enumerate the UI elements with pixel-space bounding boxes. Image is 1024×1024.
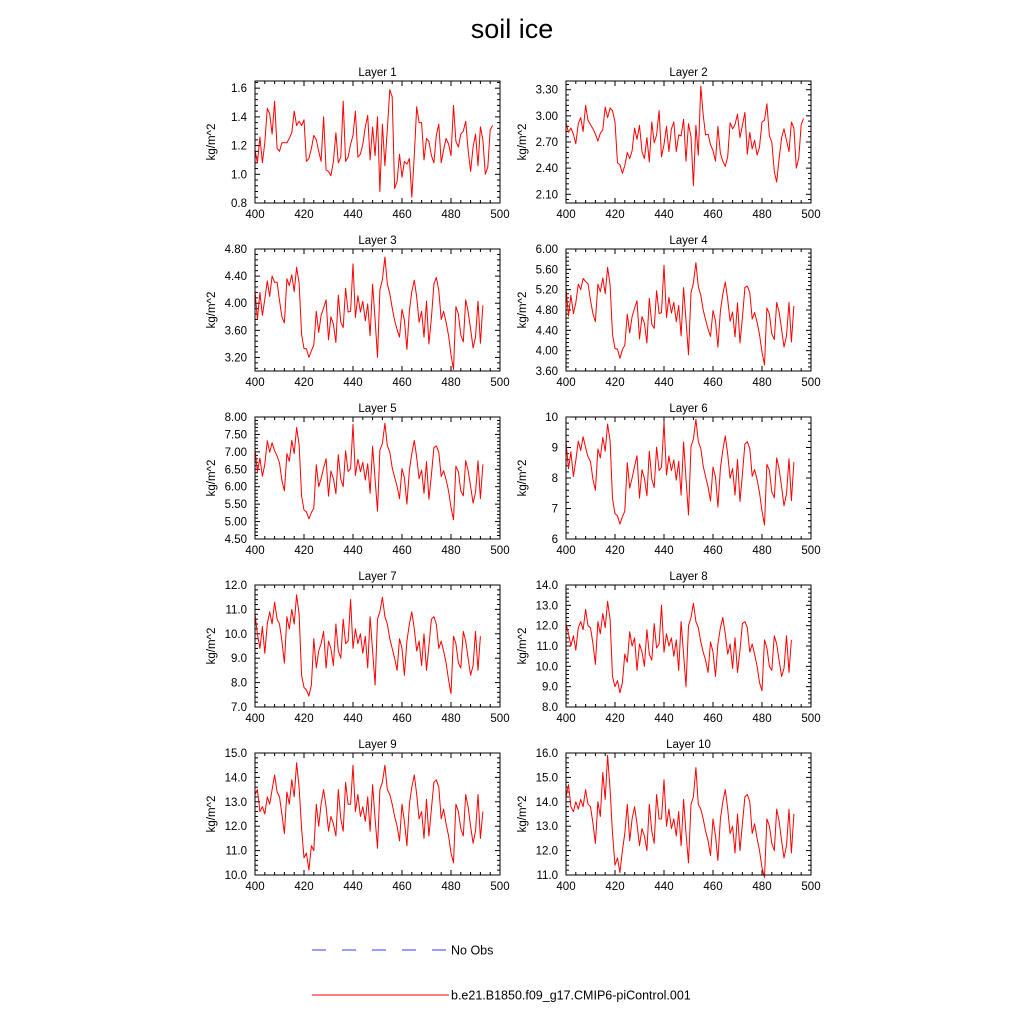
series-line: [566, 263, 794, 365]
x-tick-label: 420: [294, 377, 314, 389]
legend-label-model: b.e21.B1850.f09_g17.CMIP6-piControl.001: [451, 988, 691, 1003]
y-tick-label: 7.50: [224, 429, 247, 442]
y-tick-label: 15.0: [535, 772, 558, 785]
x-tick-label: 460: [703, 209, 723, 221]
x-tick-label: 440: [654, 713, 674, 725]
y-axis-label: kg/m^2: [517, 123, 529, 161]
panel-layer-4: [517, 235, 821, 389]
y-tick-label: 4.80: [535, 305, 558, 317]
x-tick-label: 400: [245, 881, 265, 893]
y-tick-label: 13.0: [535, 821, 558, 834]
y-tick-label: 12.0: [535, 845, 558, 858]
y-tick-label: 15.0: [224, 748, 247, 760]
x-tick-label: 400: [245, 209, 265, 221]
legend: [312, 944, 691, 1003]
y-tick-label: 9.0: [542, 681, 558, 694]
y-tick-label: 4.00: [224, 298, 247, 311]
panel-title: Layer 5: [358, 403, 397, 415]
y-tick-label: 5.20: [535, 284, 558, 297]
y-axis-label: kg/m^2: [206, 291, 218, 329]
y-tick-label: 11.0: [225, 845, 247, 858]
x-tick-label: 400: [556, 209, 576, 221]
y-tick-label: 4.40: [535, 325, 558, 338]
y-tick-label: 12.0: [224, 580, 247, 592]
y-tick-label: 3.60: [535, 366, 558, 378]
x-tick-label: 400: [556, 545, 576, 557]
y-tick-label: 4.40: [224, 271, 247, 284]
y-tick-label: 7: [551, 503, 558, 516]
panel-title: Layer 9: [358, 739, 397, 751]
x-tick-label: 420: [605, 545, 625, 557]
y-tick-label: 8.0: [231, 677, 247, 690]
panel-title: Layer 8: [669, 571, 708, 583]
series-line: [566, 755, 794, 877]
y-tick-label: 14.0: [224, 772, 247, 785]
x-tick-label: 460: [392, 209, 412, 221]
x-tick-label: 420: [605, 713, 625, 725]
x-tick-label: 480: [752, 545, 772, 557]
x-tick-label: 440: [654, 377, 674, 389]
y-tick-label: 6.50: [224, 464, 247, 477]
x-tick-label: 500: [490, 377, 510, 389]
x-tick-label: 420: [605, 209, 625, 221]
x-tick-label: 460: [392, 713, 412, 725]
page-title: soil ice: [470, 14, 554, 44]
y-tick-label: 8: [551, 473, 558, 485]
series-line: [566, 601, 791, 693]
x-tick-label: 400: [245, 713, 265, 725]
x-tick-label: 480: [441, 881, 461, 893]
series-line: [566, 419, 794, 525]
x-tick-label: 440: [343, 209, 363, 221]
y-tick-label: 1.6: [231, 83, 247, 96]
panel-layer-1: [206, 67, 510, 221]
y-tick-label: 5.00: [224, 516, 247, 529]
panel-layer-8: [517, 571, 821, 725]
y-tick-label: 3.60: [224, 325, 247, 338]
y-tick-label: 6.00: [224, 481, 247, 494]
panel-layer-6: [517, 403, 821, 557]
panel-title: Layer 10: [666, 739, 711, 751]
x-tick-label: 460: [703, 545, 723, 557]
panel-layer-2: [517, 67, 821, 221]
x-tick-label: 500: [801, 377, 821, 389]
x-tick-label: 460: [392, 377, 412, 389]
y-tick-label: 5.60: [535, 264, 558, 277]
y-axis-label: kg/m^2: [517, 627, 529, 665]
x-tick-label: 480: [752, 377, 772, 389]
x-tick-label: 480: [752, 881, 772, 893]
y-tick-label: 10.0: [224, 628, 247, 641]
plot-frame: [255, 81, 500, 203]
panel-title: Layer 1: [358, 67, 397, 79]
y-tick-label: 13.0: [224, 796, 247, 809]
series-line: [255, 257, 483, 370]
y-tick-label: 9: [551, 442, 558, 455]
plot-frame: [566, 81, 811, 203]
y-tick-label: 3.30: [535, 84, 558, 97]
y-tick-label: 6: [551, 534, 558, 546]
plot-frame: [255, 585, 500, 707]
y-axis-label: kg/m^2: [517, 795, 529, 833]
y-tick-label: 8.00: [224, 412, 247, 424]
x-tick-label: 400: [556, 881, 576, 893]
x-tick-label: 500: [801, 881, 821, 893]
x-tick-label: 460: [703, 881, 723, 893]
plot-frame: [566, 585, 811, 707]
x-tick-label: 440: [654, 209, 674, 221]
x-tick-label: 500: [490, 545, 510, 557]
y-tick-label: 2.70: [535, 137, 558, 149]
panel-title: Layer 4: [669, 235, 708, 247]
panel-layer-7: [206, 571, 510, 725]
x-tick-label: 400: [245, 377, 265, 389]
plot-frame: [255, 753, 500, 875]
y-tick-label: 10.0: [535, 661, 558, 674]
x-tick-label: 400: [556, 377, 576, 389]
y-tick-label: 12.0: [535, 620, 558, 633]
y-tick-label: 14.0: [535, 796, 558, 809]
panel-title: Layer 7: [358, 571, 397, 583]
plot-frame: [566, 417, 811, 539]
x-tick-label: 420: [294, 545, 314, 557]
x-tick-label: 420: [605, 881, 625, 893]
series-line: [255, 763, 483, 870]
y-axis-label: kg/m^2: [517, 459, 529, 497]
y-tick-label: 4.00: [535, 345, 558, 358]
x-tick-label: 500: [801, 545, 821, 557]
y-tick-label: 7.00: [224, 446, 247, 459]
y-tick-label: 1.2: [231, 140, 247, 153]
y-tick-label: 16.0: [535, 748, 558, 760]
y-tick-label: 4.80: [224, 244, 247, 256]
x-tick-label: 420: [294, 881, 314, 893]
x-tick-label: 460: [703, 377, 723, 389]
x-tick-label: 420: [605, 377, 625, 389]
y-axis-label: kg/m^2: [206, 627, 218, 665]
x-tick-label: 480: [441, 713, 461, 725]
x-tick-label: 480: [441, 209, 461, 221]
plot-frame: [255, 417, 500, 539]
legend-label-no-obs: No Obs: [451, 943, 494, 958]
x-tick-label: 460: [703, 713, 723, 725]
x-tick-label: 500: [801, 209, 821, 221]
y-tick-label: 7.0: [231, 702, 247, 714]
series-line: [255, 595, 480, 696]
y-axis-label: kg/m^2: [206, 459, 218, 497]
y-tick-label: 6.00: [535, 244, 558, 256]
x-tick-label: 500: [490, 881, 510, 893]
y-tick-label: 10.0: [224, 870, 247, 882]
y-tick-label: 2.10: [535, 189, 558, 202]
y-tick-label: 8.0: [542, 702, 558, 714]
x-tick-label: 440: [343, 377, 363, 389]
panel-title: Layer 6: [669, 403, 708, 415]
series-line: [566, 86, 804, 185]
y-tick-label: 2.40: [535, 163, 558, 176]
x-tick-label: 420: [294, 209, 314, 221]
panel-title: Layer 3: [358, 235, 397, 247]
y-tick-label: 3.20: [224, 352, 247, 365]
y-tick-label: 3.00: [535, 110, 558, 123]
y-tick-label: 12.0: [224, 821, 247, 834]
y-tick-label: 4.50: [224, 534, 247, 546]
x-tick-label: 480: [752, 713, 772, 725]
x-tick-label: 440: [343, 881, 363, 893]
panel-layer-5: [206, 403, 510, 557]
x-tick-label: 440: [654, 545, 674, 557]
x-tick-label: 480: [441, 545, 461, 557]
series-line: [255, 90, 493, 198]
y-tick-label: 0.8: [231, 198, 247, 210]
y-tick-label: 5.50: [224, 499, 247, 512]
y-axis-label: kg/m^2: [206, 123, 218, 161]
y-tick-label: 11.0: [536, 870, 558, 882]
x-tick-label: 440: [343, 713, 363, 725]
y-tick-label: 10: [545, 412, 558, 424]
y-tick-label: 1.0: [231, 169, 247, 182]
x-tick-label: 400: [556, 713, 576, 725]
y-tick-label: 13.0: [535, 600, 558, 613]
y-axis-label: kg/m^2: [206, 795, 218, 833]
y-tick-label: 9.0: [231, 653, 247, 666]
y-tick-label: 11.0: [225, 604, 247, 617]
panel-layer-9: [206, 739, 510, 893]
y-axis-label: kg/m^2: [517, 291, 529, 329]
y-tick-label: 11.0: [536, 641, 558, 653]
y-tick-label: 14.0: [535, 580, 558, 592]
x-tick-label: 440: [654, 881, 674, 893]
x-tick-label: 460: [392, 545, 412, 557]
x-tick-label: 400: [245, 545, 265, 557]
x-tick-label: 500: [490, 209, 510, 221]
x-tick-label: 480: [752, 209, 772, 221]
panel-title: Layer 2: [669, 67, 708, 79]
panel-layer-10: [517, 739, 821, 893]
panel-layer-3: [206, 235, 510, 389]
y-tick-label: 1.4: [231, 111, 247, 124]
x-tick-label: 460: [392, 881, 412, 893]
x-tick-label: 480: [441, 377, 461, 389]
x-tick-label: 420: [294, 713, 314, 725]
x-tick-label: 500: [490, 713, 510, 725]
x-tick-label: 440: [343, 545, 363, 557]
series-line: [255, 423, 483, 520]
x-tick-label: 500: [801, 713, 821, 725]
